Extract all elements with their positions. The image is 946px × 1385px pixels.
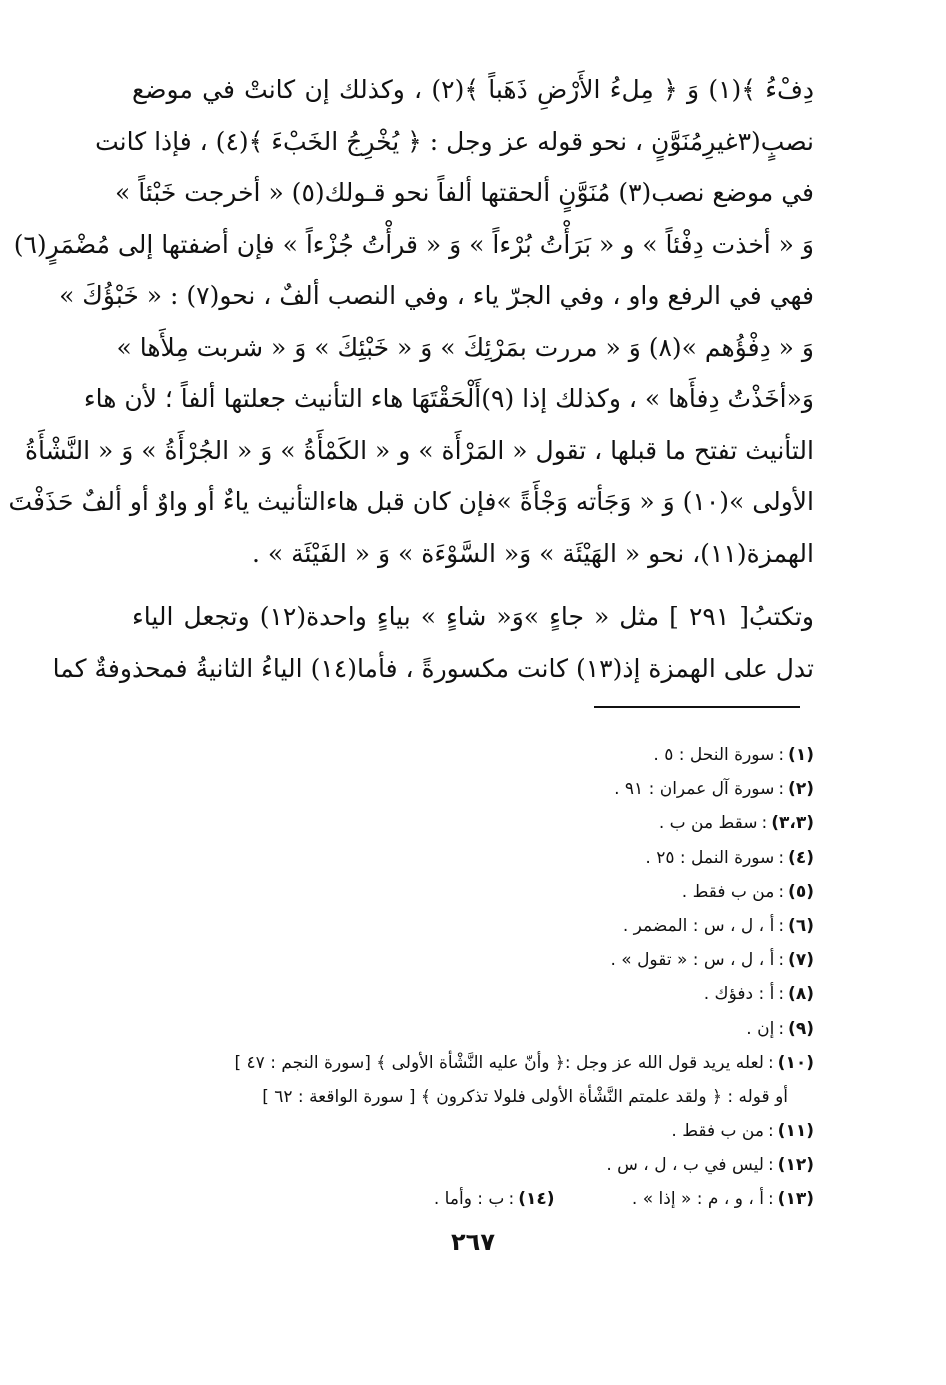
text-line: فهي في الرفع واو ، وفي الجرّ ياء ، وفي النصب ألفٌ ، نحو(٧) : « خَبْؤُكَ »	[59, 281, 814, 310]
text-line: الهمزة(١١)، نحو « الهَيْئَة » وَ« السَّوْءَة » وَ « الفَيْئَة » .	[251, 538, 814, 568]
footnote: (١٣):أ ، و ، م : « إذا » .	[631, 1189, 814, 1210]
footnote: (١٤):ب : وأما .	[433, 1189, 555, 1210]
footnote-text: سورة آل عمران : ٩١ .	[614, 779, 775, 800]
footnote-text: إن .	[746, 1018, 775, 1039]
footnote-continuation	[132, 1080, 814, 1114]
footnote-number: (٤)	[788, 847, 814, 868]
text-line: نصبٍ(٣غيرِمُنَوَّنٍ ، نحو قوله عز وجل : ﴿ يُخْرِجُ الخَبْءَ ﴾(٤) ، فإذا كانت	[95, 126, 814, 156]
main-text	[8, 64, 814, 694]
footnote-number: (١)	[788, 745, 814, 765]
text-line: في موضع نصب(٣) مُنَوَّنٍ ألحقتها ألفاً نحو قـولك(٥) « أخرجت خَبْئاً »	[114, 178, 814, 207]
footnote: (٥):من ب فقط .	[681, 881, 814, 902]
paragraph-gap	[132, 579, 814, 591]
text-line: وَ « دِفْؤُهم »(٨) وَ « مررت بمَرْئِكَ » وَ « خَبْئِكَ » وَ « شربت مِلأَها »	[116, 332, 814, 362]
footnote-number: (١١)	[777, 1121, 814, 1142]
footnote-text: أ ، و ، م : « إذا » .	[631, 1189, 764, 1210]
footnote-text: أ : دفؤك .	[703, 984, 775, 1005]
footnote-number: (٢)	[788, 779, 814, 800]
text-line: التأنيث تفتح ما قبلها ، تقول « المَرْأَة » و « الكَمْأَةُ » وَ « الجُرْأَةُ » وَ « النَّشْأَةُ	[24, 435, 814, 465]
footnote-text: ب : وأما .	[433, 1189, 505, 1210]
text-line: وتكتبُ[ ٢٩١ ] مثل « جاءٍ »وَ« شاءٍ » بياءٍ واحدة(١٢) وتجعل الياء	[132, 602, 814, 631]
footnote-number: (٣،٣)	[771, 813, 814, 834]
footnote: (٧):أ ، ل ، س : « تقول » .	[610, 950, 814, 971]
footnote-text: أو قوله : ﴿ ولقد علمتم النَّشْأة الأولى فلولا تذكرون ﴾ [ سورة الواقعة : ٦٢ ]	[262, 1086, 788, 1107]
footnote: (٢):سورة آل عمران : ٩١ .	[614, 779, 814, 800]
footnote: (٤):سورة النمل : ٢٥ .	[645, 847, 814, 868]
footnotes	[132, 738, 814, 1217]
footnote: (١٢):ليس في ب ، ل ، س .	[606, 1155, 814, 1176]
footnote-number: (٥)	[788, 881, 814, 902]
footnote: (٦):أ ، ل ، س : المضمر .	[622, 915, 814, 936]
footnote-text: سورة النمل : ٢٥ .	[645, 847, 775, 868]
footnote: (٩):إن .	[746, 1018, 814, 1039]
text-line: تدل على الهمزة إذ(١٣) كانت مكسورةً ، فأما(١٤) الياءُ الثانيةُ فمحذوفةٌ كما	[52, 653, 814, 683]
footnote-number: (١٤)	[518, 1189, 555, 1210]
footnote-text: لعله يريد قول الله عز وجل :﴿ وأنّ عليه النَّشْأة الأولى ﴾ [سورة النجم : ٤٧ ]	[234, 1052, 764, 1073]
footnote: (١١):من ب فقط .	[671, 1121, 814, 1142]
footnote-number: (١٢)	[777, 1155, 814, 1176]
footnote-text: ليس في ب ، ل ، س .	[606, 1155, 764, 1176]
footnote-number: (٩)	[788, 1018, 814, 1039]
text-line: دِفْءُ ﴾(١) وَ ﴿ مِلءُ الأَرْضِ ذَهَباً ﴾(٢) ، وكذلك إن كانتْ في موضع	[132, 75, 814, 104]
footnote-number: (١٠)	[777, 1052, 814, 1073]
footnote-text: سقط من ب .	[658, 813, 758, 834]
footnote-number: (٨)	[788, 984, 814, 1005]
footnote-number: (١٣)	[777, 1189, 814, 1210]
footnote: (١٠):لعله يريد قول الله عز وجل :﴿ وأنّ عليه النَّشْأة الأولى ﴾ [سورة النجم : ٤٧ ]	[234, 1052, 814, 1073]
text-line: الأولى »(١٠) وَ « وَجَأته وَجْأَةً »فإن كان قبل هاءالتأنيث ياءٌ أو واوٌ أو ألفٌ حَذَفْتَ	[8, 487, 814, 516]
footnote: (١):سورة النحل : ٥ .	[653, 745, 814, 765]
footnote-number: (٧)	[788, 950, 814, 971]
footnote-divider	[594, 706, 800, 708]
text-line: وَ « أخذت دِفْئاً » و « بَرَأْتُ بُرْءاً » وَ « قرأْتُ جُزْءاً » فإن أضفتها إلى مُضْمَرٍ(٦)	[13, 229, 814, 259]
footnote-text: أ ، ل ، س : المضمر .	[622, 915, 775, 936]
text-line: وَ«أخَذْتُ دِفأَها » ، وكذلك إذا (٩)أَلْحَقْتَهَا هاء التأنيث جعلتها ألفاً ؛ لأن هاء	[83, 384, 814, 413]
footnote-number: (٦)	[788, 915, 814, 936]
footnote-text: من ب فقط .	[671, 1121, 764, 1142]
footnote: (٨):أ : دفؤك .	[703, 984, 814, 1005]
footnote-text: من ب فقط .	[681, 881, 775, 902]
footnote-pair	[132, 1182, 814, 1216]
footnote-text: أ ، ل ، س : « تقول » .	[610, 950, 775, 971]
page-number: ٢٦٧	[451, 1228, 495, 1256]
footnote-text: سورة النحل : ٥ .	[653, 745, 775, 765]
footnote: (٣،٣):سقط من ب .	[658, 813, 814, 834]
